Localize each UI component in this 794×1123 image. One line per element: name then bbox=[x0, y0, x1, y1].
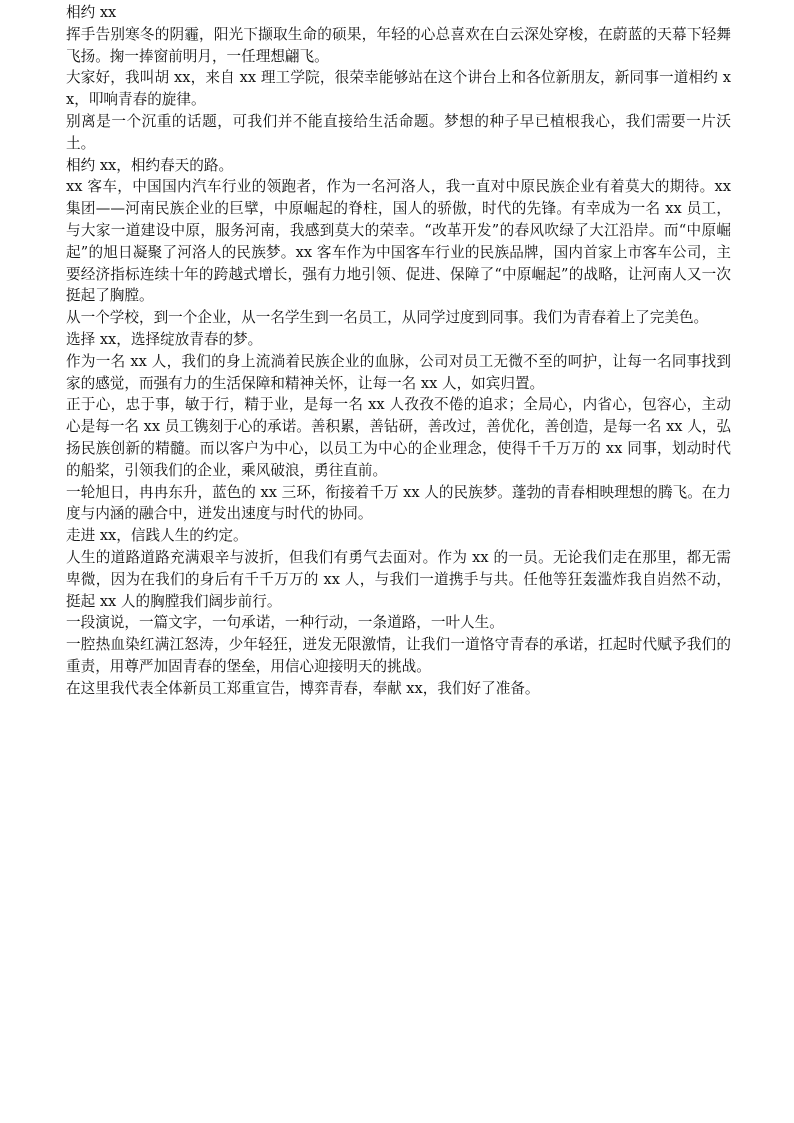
document-page bbox=[66, 0, 731, 700]
paragraph-11: 走进 xx，信践人生的约定。 bbox=[66, 527, 248, 545]
paragraph-10: 一轮旭日，冉冉东升，蓝色的 xx 三环，衔接着千万 xx 人的民族梦。蓬勃的青春相映理想的腾飞。在力度与内涵的融合中，迸发出速度与时代的协同。 bbox=[66, 483, 731, 523]
paragraph-1: 挥手告别寒冬的阴霾，阳光下撷取生命的硕果，年轻的心总喜欢在白云深处穿梭，在蔚蓝的天幕下轻舞飞扬。掬一捧窗前明月，一任理想翩飞。 bbox=[66, 25, 731, 65]
paragraph-8: 作为一名 xx 人，我们的身上流淌着民族企业的血脉，公司对员工无微不至的呵护，让每一名同事找到家的感觉，而强有力的生活保障和精神关怀，让每一名 xx 人，如宾归置。 bbox=[66, 352, 731, 392]
paragraph-14: 一腔热血染红满江怒涛，少年轻狂，迸发无限激情，让我们一道恪守青春的承诺，扛起时代赋予我们的重责，用尊严加固青春的堡垒，用信心迎接明天的挑战。 bbox=[66, 636, 731, 675]
paragraph-2: 大家好，我叫胡 xx，来自 xx 理工学院，很荣幸能够站在这个讲台上和各位新朋友，新同事一道相约 xx，叩响青春的旋律。 bbox=[66, 69, 731, 109]
paragraph-13: 一段演说，一篇文字，一句承诺，一种行动，一条道路，一叶人生。 bbox=[66, 614, 504, 632]
paragraph-12: 人生的道路道路充满艰辛与波折，但我们有勇气去面对。作为 xx 的一员。无论我们走在那里，都无需卑微，因为在我们的身后有千千万万的 xx 人，与我们一道携手与共。任他等狂轰滥炸我自岿然不动，挺起 xx 人的胸膛我们阔步前行。 bbox=[66, 548, 731, 610]
paragraph-6: 从一个学校，到一个企业，从一名学生到一名员工，从同学过度到同事。我们为青春着上了完美色。 bbox=[66, 309, 709, 327]
paragraph-7: 选择 xx，选择绽放青春的梦。 bbox=[66, 330, 263, 348]
document-title: 相约 xx bbox=[66, 4, 117, 21]
paragraph-3: 别离是一个沉重的话题，可我们并不能直接给生活命题。梦想的种子早已植根我心，我们需要一片沃土。 bbox=[66, 112, 731, 152]
paragraph-15: 在这里我代表全体新员工郑重宣告，博弈青春，奉献 xx，我们好了准备。 bbox=[66, 679, 540, 697]
paragraph-4: 相约 xx，相约春天的路。 bbox=[66, 156, 234, 174]
paragraph-5: xx 客车，中国国内汽车行业的领跑者，作为一名河洛人，我一直对中原民族企业有着莫大的期待。xx 集团——河南民族企业的巨擘，中原崛起的脊柱，国人的骄傲，时代的先锋。有幸成为一名 xx 员工，与大家一道建设中原，服务河南，我感到莫大的荣幸。“改革开发”的春风吹绿了大江沿岸。而“中原崛起”的旭日凝聚了河洛人的民族梦。xx 客车作为中国客车行业的民族品牌，国内首家上市客车公司，主要经济指标连续十年的跨越式增长，强有力地引领、促进、保障了“中原崛起”的战略，让河南人又一次挺起了胸膛。 bbox=[66, 178, 731, 305]
paragraph-9: 正于心，忠于事，敏于行，精于业，是每一名 xx 人孜孜不倦的追求；全局心，内省心，包容心，主动心是每一名 xx 员工镌刻于心的承诺。善积累，善钻研，善改过，善优化，善创造，是每一名 xx 人，弘扬民族创新的精髓。而以客户为中心，以员工为中心的企业理念，使得千千万万的 xx 同事，划动时代的船桨，引领我们的企业，乘风破浪，勇往直前。 bbox=[66, 396, 731, 479]
